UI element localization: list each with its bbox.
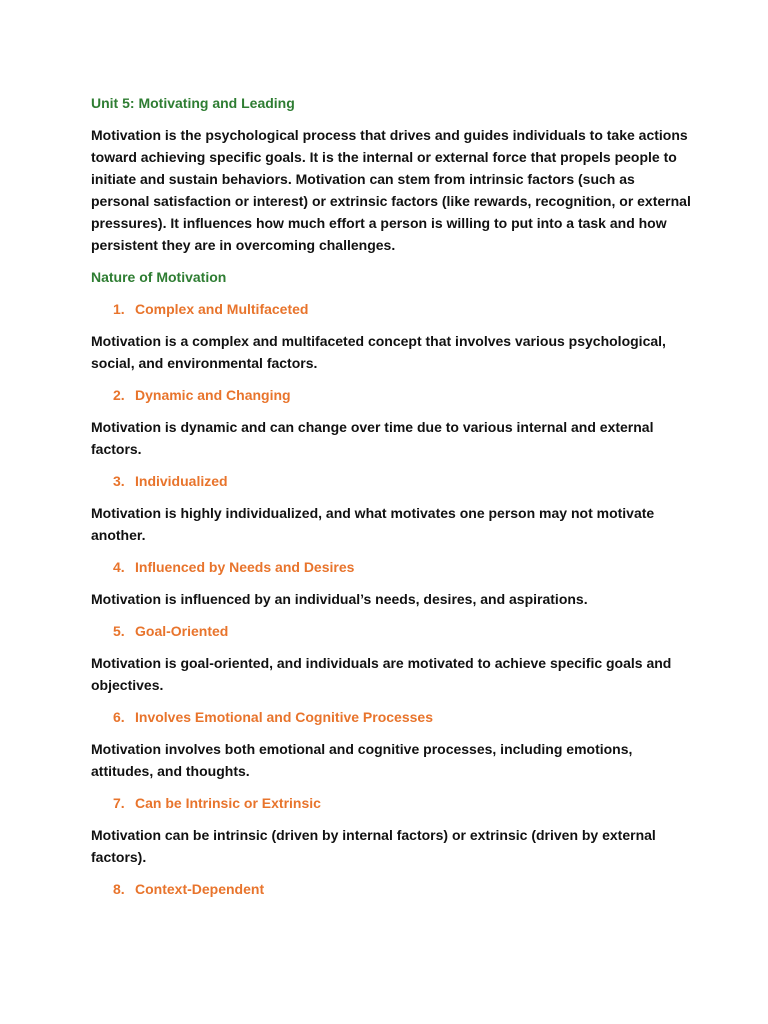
item-heading <box>91 706 691 728</box>
item-number: 4. <box>113 559 125 575</box>
item-heading <box>91 878 691 900</box>
item-description: Motivation can be intrinsic (driven by internal factors) or extrinsic (driven by external factors). <box>91 827 656 865</box>
item-number: 6. <box>113 709 125 725</box>
document-page <box>91 92 691 910</box>
item-number: 7. <box>113 795 125 811</box>
item-heading <box>91 384 691 406</box>
item-number: 2. <box>113 387 125 403</box>
item-heading-text: Context-Dependent <box>135 881 265 897</box>
item-2 <box>91 384 691 460</box>
item-number: 3. <box>113 473 125 489</box>
item-heading-text: Goal-Oriented <box>135 623 229 639</box>
item-heading <box>91 470 691 492</box>
item-8 <box>91 878 691 900</box>
item-3 <box>91 470 691 546</box>
item-1 <box>91 298 691 374</box>
item-heading <box>91 792 691 814</box>
item-description: Motivation is goal-oriented, and individuals are motivated to achieve specific goals and objectives. <box>91 655 672 693</box>
intro-paragraph: Motivation is the psychological process that drives and guides individuals to take actions toward achieving specific goals. It is the internal or external force that propels people to initiate and sustain behaviors. Motivation can stem from intrinsic factors (such as personal satisfaction or interest) or extrinsic factors (like rewards, recognition, or external pressures). It influences how much effort a person is willing to put into a task and how persistent they are in overcoming challenges. <box>91 127 691 253</box>
item-heading-text: Can be Intrinsic or Extrinsic <box>135 795 321 811</box>
item-heading-text: Dynamic and Changing <box>135 387 291 403</box>
item-4 <box>91 556 691 610</box>
item-heading <box>91 620 691 642</box>
item-heading-text: Individualized <box>135 473 228 489</box>
item-7 <box>91 792 691 868</box>
unit-title: Unit 5: Motivating and Leading <box>91 95 295 111</box>
item-heading-text: Complex and Multifaceted <box>135 301 309 317</box>
item-description: Motivation is highly individualized, and what motivates one person may not motivate another. <box>91 505 655 543</box>
item-heading <box>91 298 691 320</box>
section-title: Nature of Motivation <box>91 269 227 285</box>
item-number: 8. <box>113 881 125 897</box>
item-6 <box>91 706 691 782</box>
item-heading <box>91 556 691 578</box>
item-5 <box>91 620 691 696</box>
item-heading-text: Influenced by Needs and Desires <box>135 559 355 575</box>
item-number: 5. <box>113 623 125 639</box>
item-description: Motivation is a complex and multifaceted concept that involves various psychological, social, and environmental factors. <box>91 333 666 371</box>
item-heading-text: Involves Emotional and Cognitive Processes <box>135 709 433 725</box>
item-number: 1. <box>113 301 125 317</box>
item-description: Motivation involves both emotional and cognitive processes, including emotions, attitudes, and thoughts. <box>91 741 633 779</box>
item-description: Motivation is influenced by an individual’s needs, desires, and aspirations. <box>91 591 588 607</box>
item-description: Motivation is dynamic and can change over time due to various internal and external factors. <box>91 419 654 457</box>
